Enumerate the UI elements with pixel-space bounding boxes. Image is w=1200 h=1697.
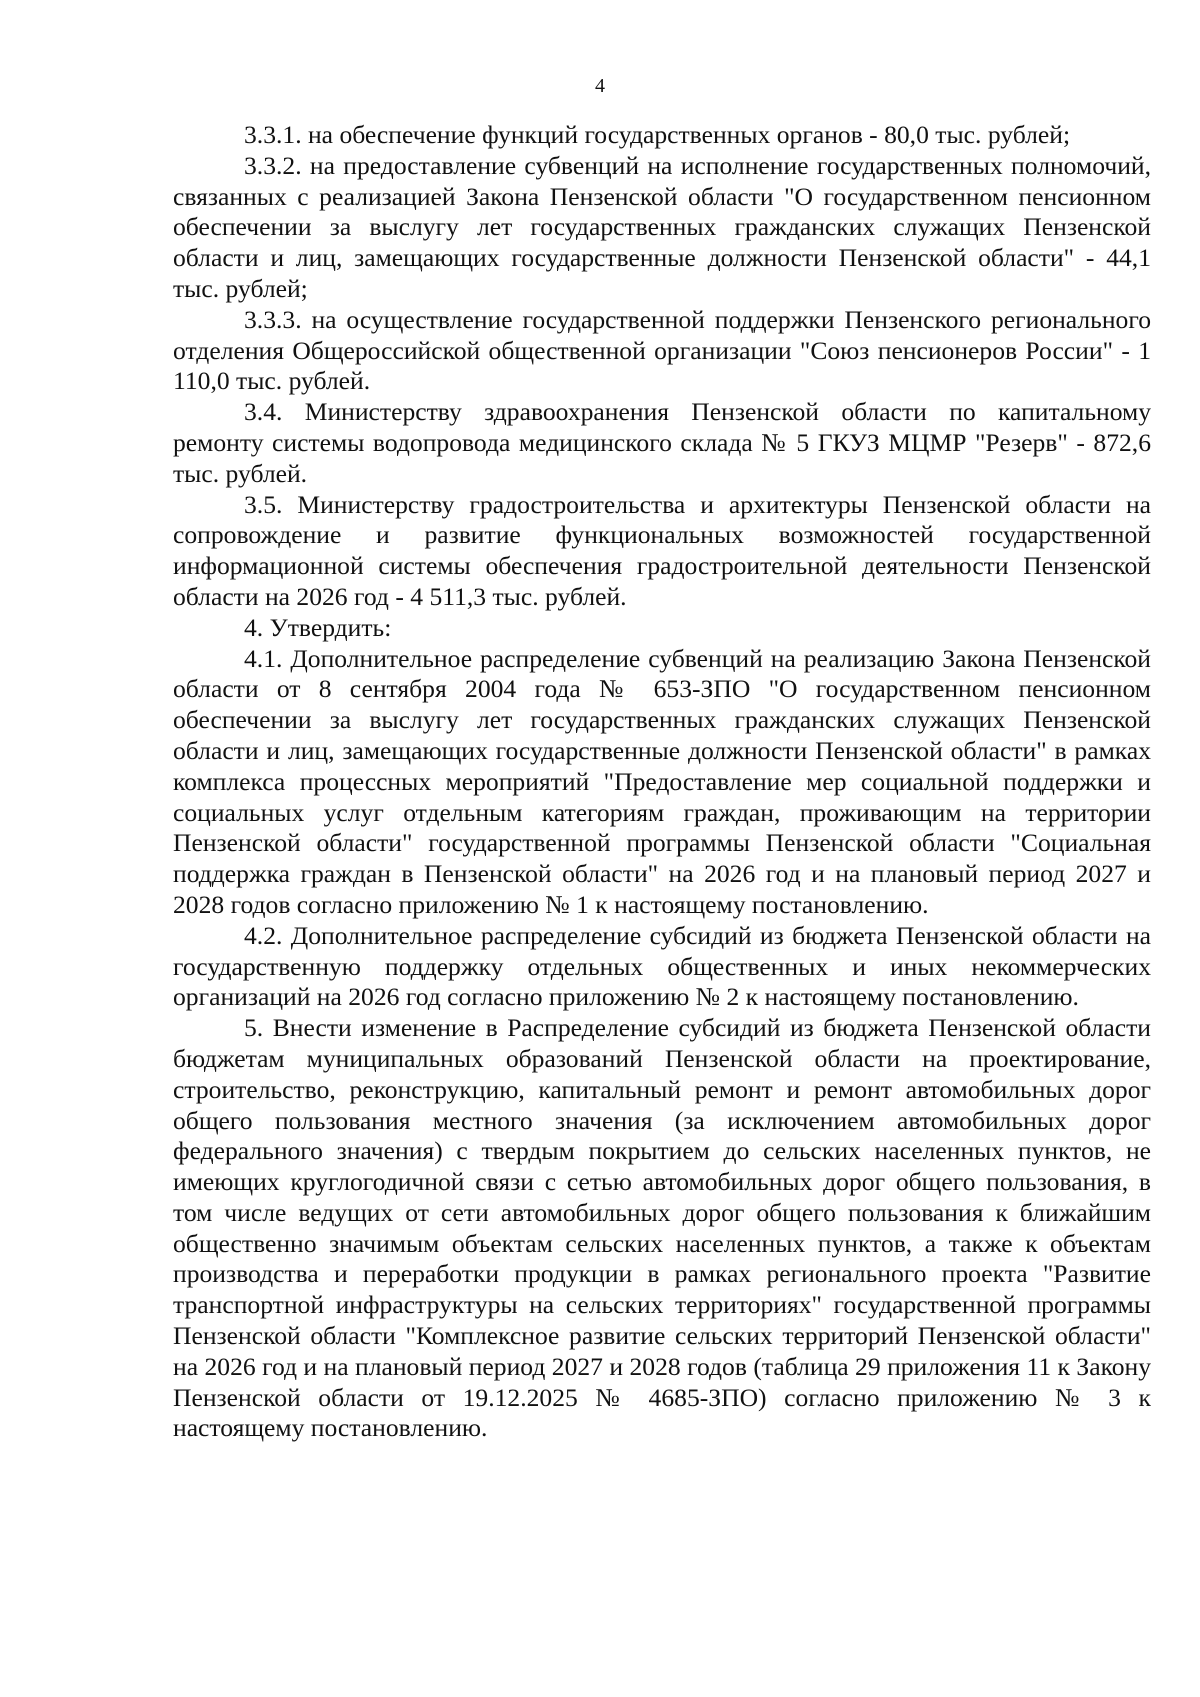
paragraph-4: 4. Утвердить:: [244, 612, 392, 642]
paragraph-4-2: 4.2. Дополнительное распределение субсидий из бюджета Пензенской области на государственную поддержку отдельных общественных и иных некоммерческих организаций на 2026 год согласно приложению № 2 к настоящему постановлению.: [173, 920, 1151, 1012]
paragraph-3-3-1: 3.3.1. на обеспечение функций государственных органов - 80,0 тыс. рублей;: [244, 120, 1071, 149]
paragraph-3-3-2: 3.3.2. на предоставление субвенций на исполнение государственных полномочий, связанных с реализацией Закона Пензенской области "О государственном пенсионном обеспечении за выслугу лет государственных гражданских служащих Пензенской области и лиц, замещающих государственные должности Пензенской области" - 44,1 тыс. рублей;: [173, 150, 1151, 303]
page-number: 4: [595, 75, 605, 97]
paragraph-3-3-3: 3.3.3. на осуществление государственной поддержки Пензенского регионального отделения Общероссийской общественной организации "Союз пенсионеров России" - 1 110,0 тыс. рублей.: [173, 304, 1151, 396]
paragraph-3-5: 3.5. Министерству градостроительства и архитектуры Пензенской области на сопровождение и развитие функциональных возможностей государственной информационной системы обеспечения градостроительной деятельности Пензенской области на 2026 год - 4 511,3 тыс. рублей.: [173, 489, 1151, 611]
paragraph-3-4: 3.4. Министерству здравоохранения Пензенской области по капитальному ремонту системы водопровода медицинского склада № 5 ГКУЗ МЦМР "Резерв" - 872,6 тыс. рублей.: [173, 397, 1151, 488]
document-body: [173, 120, 1151, 1444]
paragraph-4-1: 4.1. Дополнительное распределение субвенций на реализацию Закона Пензенской области от 8 сентября 2004 года № 653-ЗПО "О государственном пенсионном обеспечении за выслугу лет государственных гражданских служащих Пензенской области и лиц, замещающих государственные должности Пензенской области" в рамках комплекса процессных мероприятий "Предоставление мер социальной поддержки и социальных услуг отдельным категориям граждан, проживающим на территории Пензенской области" государственной программы Пензенской области "Социальная поддержка граждан в Пензенской области" на 2026 год и на плановый период 2027 и 2028 годов согласно приложению № 1 к настоящему постановлению.: [173, 643, 1151, 919]
paragraph-5: 5. Внести изменение в Распределение субсидий из бюджета Пензенской области бюджетам муниципальных образований Пензенской области на проектирование, строительство, реконструкцию, капитальный ремонт и ремонт автомобильных дорог общего пользования местного значения (за исключением автомобильных дорог федерального значения) с твердым покрытием до сельских населенных пунктов, не имеющих круглогодичной связи с сетью автомобильных дорог общего пользования, в том числе ведущих от сети автомобильных дорог общего пользования к ближайшим общественно значимым объектам сельских населенных пунктов, а также к объектам производства и переработки продукции в рамках регионального проекта "Развитие транспортной инфраструктуры на сельских территориях" государственной программы Пензенской области "Комплексное развитие сельских территорий Пензенской области" на 2026 год и на плановый период 2027 и 2028 годов (таблица 29 приложения 11 к Закону Пензенской области от 19.12.2025 № 4685-ЗПО) согласно приложению № 3 к настоящему постановлению.: [173, 1013, 1151, 1443]
